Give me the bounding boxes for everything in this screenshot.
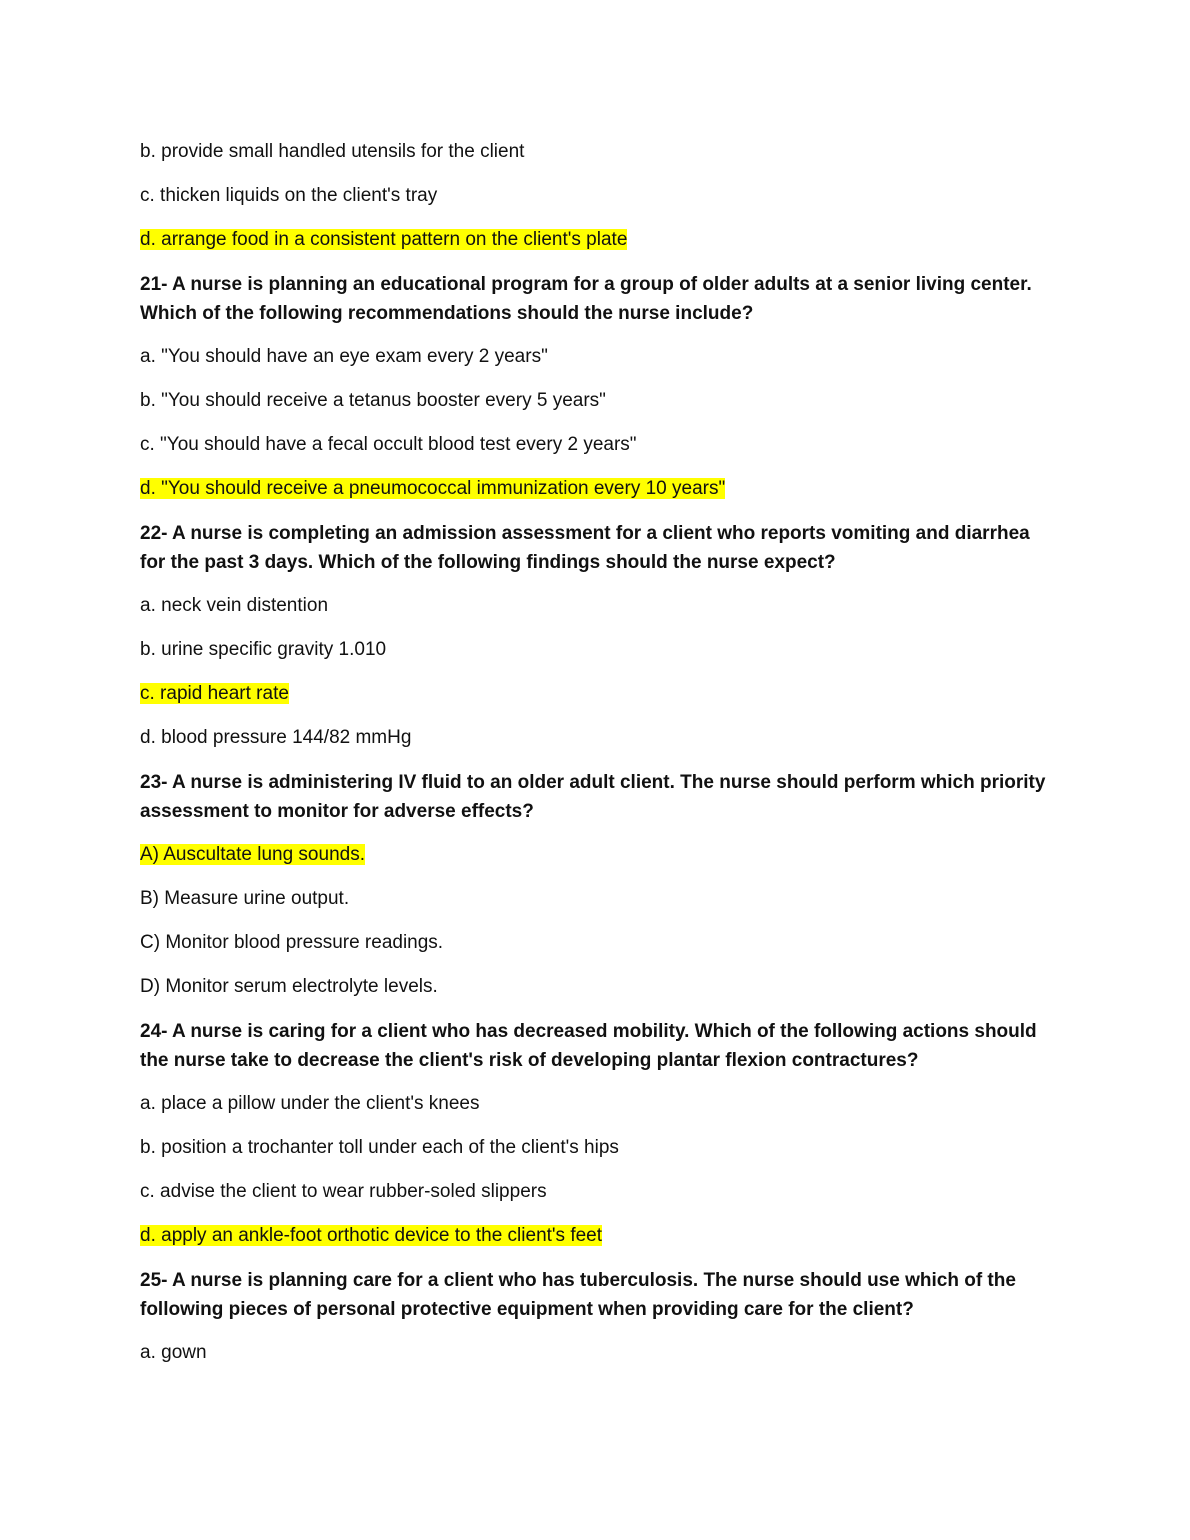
answer-option (140, 182, 1055, 210)
answer-option (140, 1090, 1055, 1118)
document-page (140, 138, 1055, 1383)
answer-option (140, 138, 1055, 166)
option-text: d. blood pressure 144/82 mmHg (140, 727, 412, 748)
question-25: 25- A nurse is planning care for a client who has tuberculosis. The nurse should use which of the following pieces of personal protective equipment when providing care for the client? (140, 1270, 1016, 1320)
question-23: 23- A nurse is administering IV fluid to an older adult client. The nurse should perform which priority assessment to monitor for adverse effects? (140, 772, 1046, 822)
option-text: a. gown (140, 1342, 207, 1363)
answer-option-correct (140, 841, 1055, 869)
answer-option-correct (140, 680, 1055, 708)
answer-option (140, 1134, 1055, 1162)
answer-option-correct (140, 1222, 1055, 1250)
answer-option (140, 1339, 1055, 1367)
option-text: a. place a pillow under the client's knees (140, 1093, 480, 1114)
answer-option (140, 343, 1055, 371)
option-text: c. "You should have a fecal occult blood test every 2 years" (140, 434, 637, 455)
question-24: 24- A nurse is caring for a client who has decreased mobility. Which of the following actions should the nurse take to decrease the client's risk of developing plantar flexion contractures? (140, 1021, 1037, 1071)
highlighted-option-text: d. arrange food in a consistent pattern on the client's plate (140, 229, 628, 250)
highlighted-option-text: d. "You should receive a pneumococcal immunization every 10 years" (140, 478, 726, 499)
option-text: b. "You should receive a tetanus booster every 5 years" (140, 390, 606, 411)
option-text: B) Measure urine output. (140, 888, 350, 909)
option-text: C) Monitor blood pressure readings. (140, 932, 444, 953)
option-text: b. position a trochanter toll under each of the client's hips (140, 1137, 619, 1158)
question-22: 22- A nurse is completing an admission assessment for a client who reports vomiting and diarrhea for the past 3 days. Which of the following findings should the nurse expect? (140, 523, 1030, 573)
answer-option (140, 431, 1055, 459)
option-text: D) Monitor serum electrolyte levels. (140, 976, 438, 997)
answer-option (140, 929, 1055, 957)
option-text: b. urine specific gravity 1.010 (140, 639, 387, 660)
highlighted-option-text: c. rapid heart rate (140, 683, 289, 704)
answer-option-correct (140, 226, 1055, 254)
answer-option (140, 973, 1055, 1001)
option-text: a. "You should have an eye exam every 2 years" (140, 346, 548, 367)
option-text: c. advise the client to wear rubber-soled slippers (140, 1181, 547, 1202)
highlighted-option-text: A) Auscultate lung sounds. (140, 844, 365, 865)
answer-option (140, 636, 1055, 664)
option-text: a. neck vein distention (140, 595, 329, 616)
highlighted-option-text: d. apply an ankle-foot orthotic device to the client's feet (140, 1225, 603, 1246)
answer-option (140, 885, 1055, 913)
answer-option (140, 724, 1055, 752)
question-21: 21- A nurse is planning an educational program for a group of older adults at a senior living center. Which of the following recommendations should the nurse include? (140, 274, 1032, 324)
answer-option (140, 1178, 1055, 1206)
answer-option-correct (140, 475, 1055, 503)
option-text: c. thicken liquids on the client's tray (140, 185, 438, 206)
answer-option (140, 387, 1055, 415)
option-text: b. provide small handled utensils for the client (140, 141, 525, 162)
answer-option (140, 592, 1055, 620)
